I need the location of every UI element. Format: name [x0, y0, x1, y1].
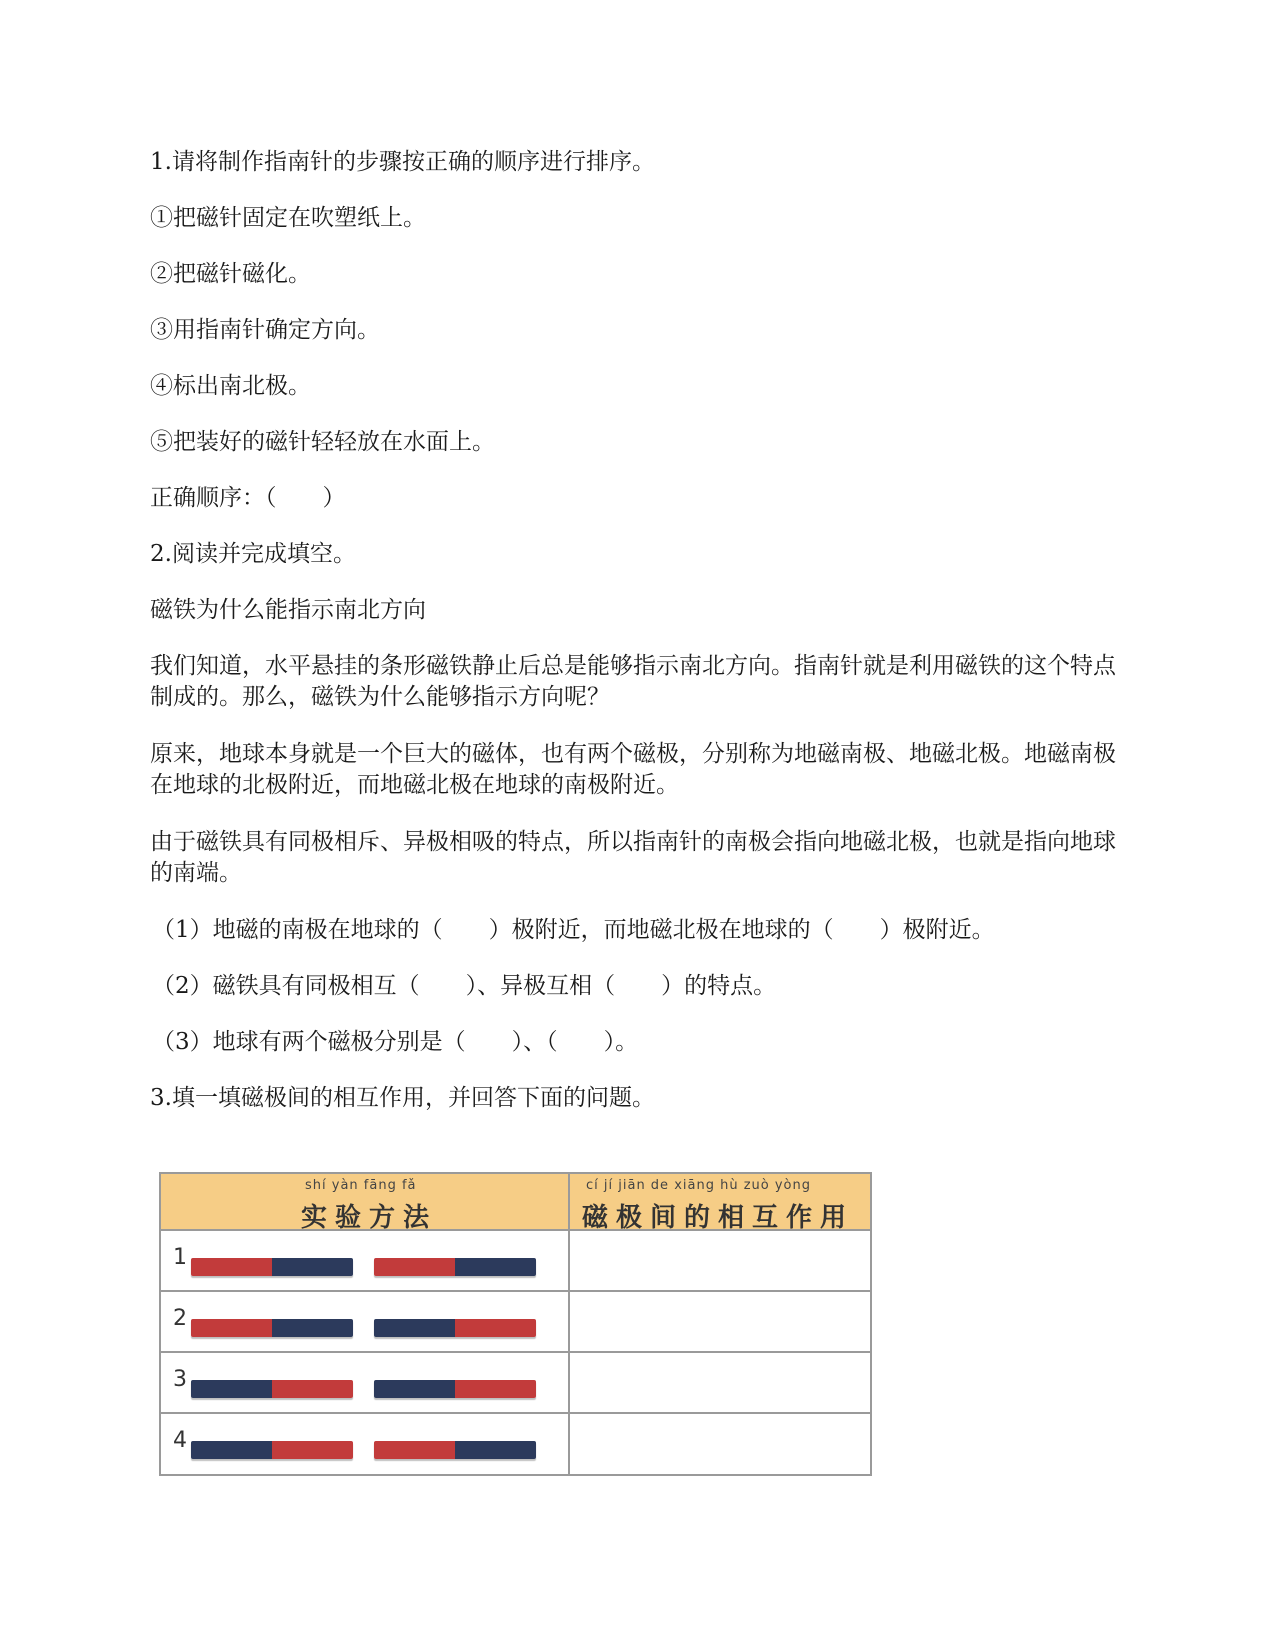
bar-magnet	[374, 1380, 536, 1398]
table-header-method	[161, 1174, 570, 1231]
bar-magnet	[374, 1319, 536, 1337]
magnet-blue-pole	[374, 1380, 455, 1398]
magnet-pole-table	[159, 1172, 872, 1476]
magnet-blue-pole	[455, 1441, 536, 1459]
header-interaction-label: 磁极间的相互作用	[582, 1203, 855, 1233]
magnet-blue-pole	[272, 1258, 353, 1276]
row-number: 4	[173, 1428, 187, 1453]
header-method-label: 实验方法	[301, 1203, 438, 1233]
method-cell	[161, 1231, 570, 1290]
magnet-red-pole	[191, 1319, 272, 1337]
q2-paragraph-3: 由于磁铁具有同极相斥、异极相吸的特点，所以指南针的南极会指向地磁北极，也就是指向地球的南端。	[150, 829, 1116, 886]
row-number: 3	[173, 1367, 187, 1392]
magnet-red-pole	[272, 1380, 353, 1398]
method-cell	[161, 1353, 570, 1412]
q1-step-4: ④标出南北极。	[150, 373, 311, 399]
q2-title: 2.阅读并完成填空。	[150, 541, 356, 567]
magnet-red-pole	[455, 1380, 536, 1398]
bar-magnet	[191, 1319, 353, 1337]
bar-magnet	[191, 1258, 353, 1276]
q3-title: 3.填一填磁极间的相互作用，并回答下面的问题。	[150, 1085, 655, 1111]
table-header-interaction	[570, 1174, 870, 1231]
q2-blank-3: （3）地球有两个磁极分别是（ ）、（ ）。	[152, 1029, 639, 1055]
interaction-answer-cell	[570, 1231, 870, 1290]
q1-answer-blank: 正确顺序：（ ）	[150, 485, 346, 511]
table-row	[161, 1353, 870, 1414]
table-row	[161, 1231, 870, 1292]
q2-blank-2: （2）磁铁具有同极相互（ ）、异极互相（ ）的特点。	[152, 973, 777, 999]
magnet-red-pole	[455, 1319, 536, 1337]
magnet-blue-pole	[374, 1319, 455, 1337]
bar-magnet	[374, 1441, 536, 1459]
magnet-red-pole	[374, 1258, 455, 1276]
header-method-pinyin: shí yàn fāng fǎ	[305, 1178, 417, 1193]
q2-article-title: 磁铁为什么能指示南北方向	[150, 597, 426, 623]
magnet-red-pole	[272, 1441, 353, 1459]
magnet-red-pole	[374, 1441, 455, 1459]
q1-step-5: ⑤把装好的磁针轻轻放在水面上。	[150, 429, 495, 455]
table-row	[161, 1414, 870, 1475]
q1-step-2: ②把磁针磁化。	[150, 261, 311, 287]
q2-paragraph-1: 我们知道，水平悬挂的条形磁铁静止后总是能够指示南北方向。指南针就是利用磁铁的这个特点制成的。那么，磁铁为什么能够指示方向呢？	[150, 653, 1116, 710]
interaction-answer-cell	[570, 1353, 870, 1412]
row-number: 1	[173, 1245, 187, 1270]
q1-step-3: ③用指南针确定方向。	[150, 317, 380, 343]
header-interaction-pinyin: cí jí jiān de xiāng hù zuò yòng	[586, 1178, 811, 1193]
row-number: 2	[173, 1306, 187, 1331]
method-cell	[161, 1414, 570, 1475]
magnet-blue-pole	[191, 1380, 272, 1398]
magnet-blue-pole	[455, 1258, 536, 1276]
bar-magnet	[374, 1258, 536, 1276]
method-cell	[161, 1292, 570, 1351]
q1-title: 1.请将制作指南针的步骤按正确的顺序进行排序。	[150, 149, 655, 175]
bar-magnet	[191, 1380, 353, 1398]
interaction-answer-cell	[570, 1414, 870, 1475]
q1-step-1: ①把磁针固定在吹塑纸上。	[150, 205, 426, 231]
magnet-blue-pole	[272, 1319, 353, 1337]
magnet-red-pole	[191, 1258, 272, 1276]
table-row	[161, 1292, 870, 1353]
q2-paragraph-2: 原来，地球本身就是一个巨大的磁体，也有两个磁极，分别称为地磁南极、地磁北极。地磁南极在地球的北极附近，而地磁北极在地球的南极附近。	[150, 741, 1116, 798]
bar-magnet	[191, 1441, 353, 1459]
q2-blank-1: （1）地磁的南极在地球的（ ）极附近，而地磁北极在地球的（ ）极附近。	[152, 917, 995, 943]
interaction-answer-cell	[570, 1292, 870, 1351]
magnet-blue-pole	[191, 1441, 272, 1459]
